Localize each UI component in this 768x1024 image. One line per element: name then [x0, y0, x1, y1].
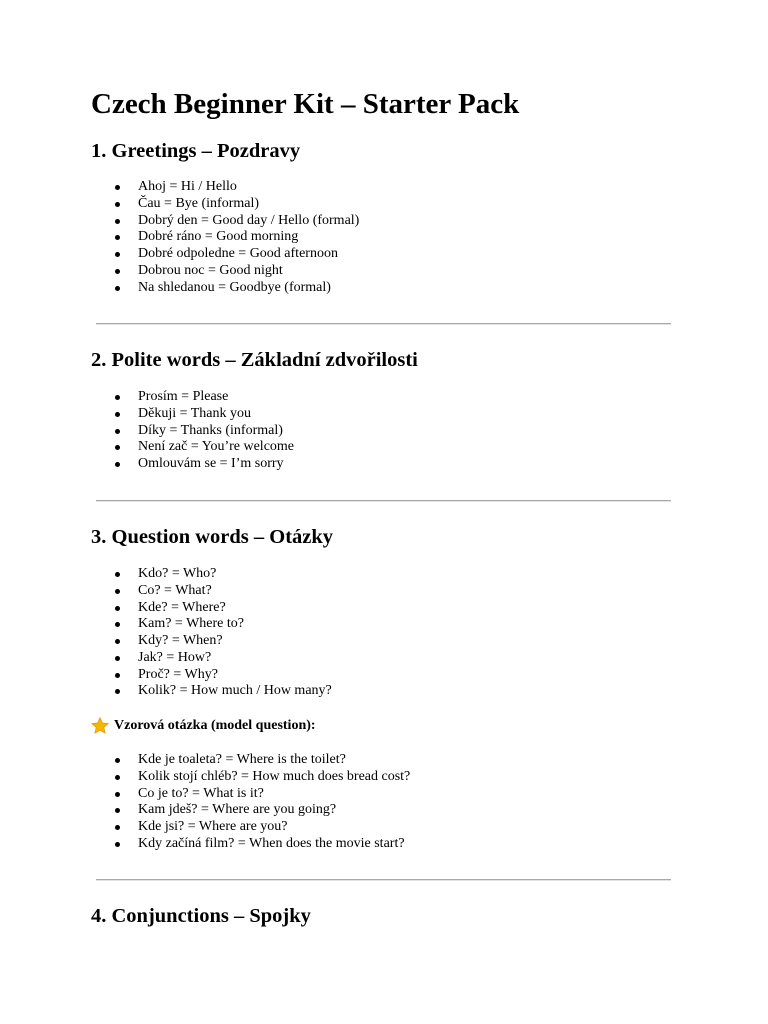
greetings-list — [0, 179, 359, 296]
list-item: Co je to? = What is it? — [0, 786, 410, 803]
list-item: Na shledanou = Goodbye (formal) — [0, 280, 359, 297]
list-item: Děkuji = Thank you — [0, 406, 294, 423]
list-item: Co? = What? — [0, 583, 332, 600]
list-item: Dobré ráno = Good morning — [0, 229, 359, 246]
section-heading-polite-words: 2. Polite words – Základní zdvořilosti — [91, 349, 418, 371]
list-item: Díky = Thanks (informal) — [0, 423, 294, 440]
list-item: Kde jsi? = Where are you? — [0, 819, 410, 836]
polite-words-list — [0, 389, 294, 473]
section-divider — [96, 500, 671, 502]
list-item: Kolik? = How much / How many? — [0, 683, 332, 700]
list-item: Není zač = You’re welcome — [0, 439, 294, 456]
list-item: Kde je toaleta? = Where is the toilet? — [0, 752, 410, 769]
list-item: Omlouvám se = I’m sorry — [0, 456, 294, 473]
section-heading-conjunctions: 4. Conjunctions – Spojky — [91, 905, 311, 927]
list-item: Kam jdeš? = Where are you going? — [0, 802, 410, 819]
list-item: Čau = Bye (informal) — [0, 196, 359, 213]
model-question-label: Vzorová otázka (model question): — [114, 718, 316, 733]
list-item: Kam? = Where to? — [0, 616, 332, 633]
list-item: Prosím = Please — [0, 389, 294, 406]
question-words-list — [0, 566, 332, 700]
list-item: Ahoj = Hi / Hello — [0, 179, 359, 196]
list-item: Dobrý den = Good day / Hello (formal) — [0, 213, 359, 230]
list-item: Proč? = Why? — [0, 667, 332, 684]
model-question-note — [90, 716, 316, 736]
model-questions-list — [0, 752, 410, 853]
section-heading-greetings: 1. Greetings – Pozdravy — [91, 140, 301, 162]
section-divider — [96, 323, 671, 325]
list-item: Kdo? = Who? — [0, 566, 332, 583]
document-title: Czech Beginner Kit – Starter Pack — [91, 88, 520, 120]
section-heading-question-words: 3. Question words – Otázky — [91, 526, 334, 548]
star-icon — [90, 716, 110, 736]
list-item: Jak? = How? — [0, 650, 332, 667]
list-item: Kdy začíná film? = When does the movie start? — [0, 836, 410, 853]
list-item: Kdy? = When? — [0, 633, 332, 650]
list-item: Dobré odpoledne = Good afternoon — [0, 246, 359, 263]
list-item: Kolik stojí chléb? = How much does bread cost? — [0, 769, 410, 786]
list-item: Kde? = Where? — [0, 600, 332, 617]
list-item: Dobrou noc = Good night — [0, 263, 359, 280]
section-divider — [96, 879, 671, 881]
